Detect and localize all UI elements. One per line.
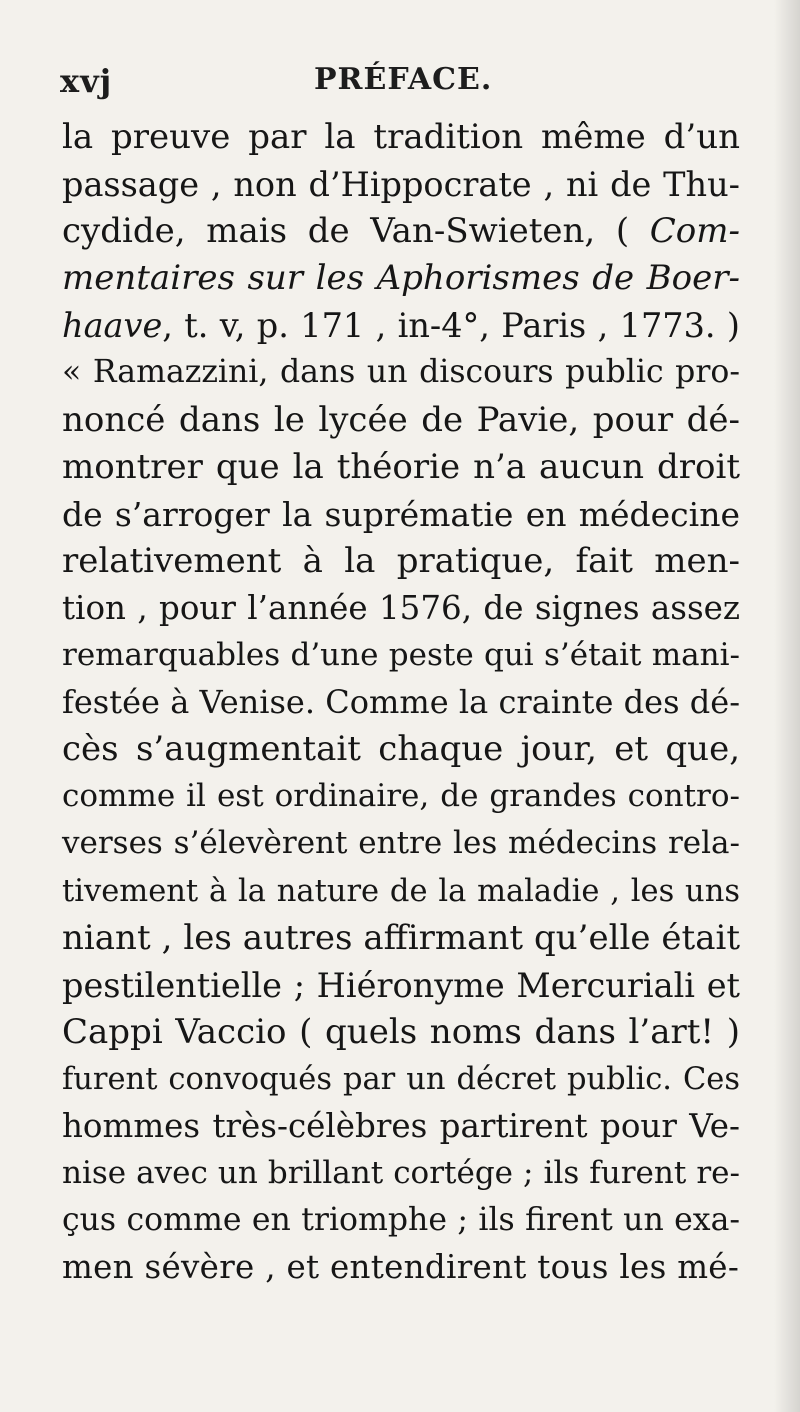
running-title: PRÉFACE. [314,62,493,97]
text-segment: , t. v, p. 171 , in-4°, Paris , 1773. ) [162,306,740,346]
text-line [62,1197,740,1244]
text-segment: men sévère , et entendirent tous les mé- [62,1248,740,1287]
text-line [62,773,740,820]
text-line [62,397,740,444]
text-segment: « Ramazzini, dans un discours public pro- [62,354,740,391]
text-line [62,1056,740,1103]
text-line [62,632,740,679]
text-segment: noncé dans le lycée de Pavie, pour dé- [62,399,740,440]
running-head [60,62,740,110]
text-line [62,444,740,491]
text-line [62,726,740,773]
text-line [62,1103,740,1150]
text-segment: tion , pour l’année 1576, de signes assez [62,588,740,627]
text-line [62,1150,740,1197]
text-line [62,585,740,632]
text-segment: passage , non d’Hippocrate , ni de Thu- [62,165,740,205]
text-segment: de s’arroger la suprématie en médecine [62,494,740,534]
italic-text-segment: mentaires sur les Aphorismes de Boer- [62,258,740,299]
text-segment: verses s’élevèrent entre les médecins rela- [62,825,740,862]
text-line [62,491,740,538]
text-line [62,538,740,585]
text-line [62,161,740,208]
italic-text-segment: Com- [649,211,740,252]
text-line [62,255,740,302]
body-text [62,114,740,1291]
text-segment: comme il est ordinaire, de grandes contro- [62,778,740,815]
text-segment: çus comme en triomphe ; ils firent un exa- [62,1202,740,1239]
text-line [62,302,740,349]
text-segment: la preuve par la tradition même d’un [62,117,740,157]
text-line [62,820,740,867]
text-line [62,208,740,255]
page-edge-shadow [774,0,800,1412]
page-number: xvj [60,62,113,100]
text-segment: niant , les autres affirmant qu’elle était [62,917,740,958]
text-segment: cydide, mais de Van-Swieten, ( [62,211,650,252]
text-segment: Cappi Vaccio ( quels noms dans l’art! ) [62,1011,740,1052]
text-segment: remarquables d’une peste qui s’était mani- [62,637,740,674]
text-segment: tivement à la nature de la maladie , les uns [62,873,740,909]
text-segment: pestilentielle ; Hiéronyme Mercuriali et [62,965,740,1005]
text-line [62,868,740,915]
text-segment: cès s’augmentait chaque jour, et que, [62,729,740,770]
text-line [62,114,740,161]
text-line [62,915,740,962]
text-segment: hommes très-célèbres partirent pour Ve- [62,1106,740,1145]
text-line [62,349,740,396]
text-line [62,679,740,726]
text-line [62,1009,740,1056]
text-segment: montrer que la théorie n’a aucun droit [62,446,740,487]
text-line [62,962,740,1009]
text-segment: nise avec un brillant cortége ; ils furent re- [62,1155,740,1192]
text-segment: relativement à la pratique, fait men- [62,540,740,581]
text-segment: festée à Venise. Comme la crainte des dé- [62,683,740,722]
text-segment: furent convoqués par un décret public. Ces [62,1061,740,1097]
italic-text-segment: haave [62,306,163,346]
text-line [62,1244,740,1291]
